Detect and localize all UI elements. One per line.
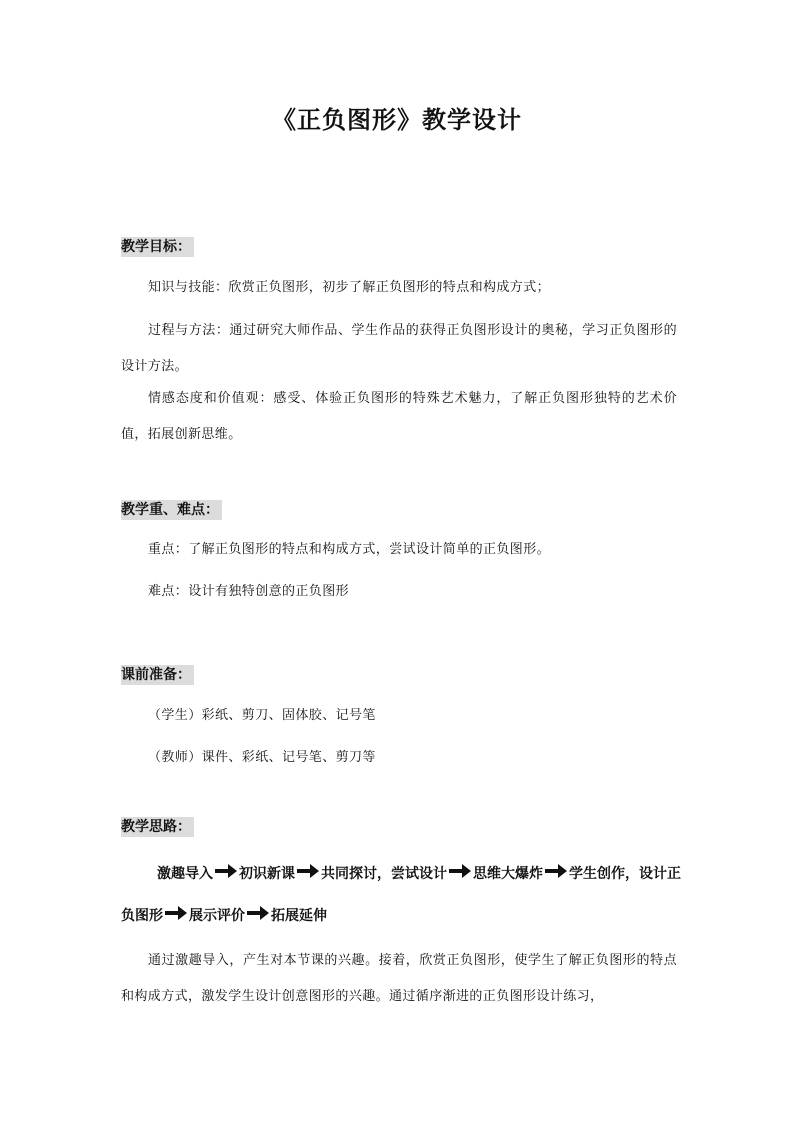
goal-knowledge-skill: 知识与技能：欣赏正负图形，初步了解正负图形的特点和构成方式； (148, 280, 551, 295)
key-point: 重点：了解正负图形的特点和构成方式，尝试设计简单的正负图形。 (148, 542, 551, 557)
flow-step: 学生创作，设计正负图形 (121, 866, 681, 924)
flow-step: 展示评价 (189, 908, 245, 924)
section-heading-preparation: 课前准备： (121, 665, 194, 685)
section-heading-key-points: 教学重、难点： (121, 500, 222, 520)
right-arrow-icon (448, 862, 472, 880)
goal-emotion-values: 情感态度和价值观：感受、体验正负图形的特殊艺术魅力，了解正负图形独特的艺术价值，拓展创新思维。 (121, 391, 677, 442)
teaching-flow (121, 853, 681, 937)
goal-process-method: 过程与方法：通过研究大师作品、学生作品的获得正负图形设计的奥秘，学习正负图形的设计方法。 (121, 323, 677, 374)
right-arrow-icon (246, 904, 270, 922)
flow-step: 共同探讨，尝试设计 (321, 866, 447, 882)
difficult-point: 难点：设计有独特创意的正负图形 (148, 584, 350, 599)
right-arrow-icon (164, 904, 188, 922)
approach-paragraph: 通过激趣导入，产生对本节课的兴趣。接着，欣赏正负图形，使学生了解正负图形的特点和构成方式，激发学生设计创意图形的兴趣。通过循序渐进的正负图形设计练习， (121, 953, 677, 1004)
right-arrow-icon (296, 862, 320, 880)
flow-step: 思维大爆炸 (473, 866, 543, 882)
document-title: 《正负图形》教学设计 (272, 105, 522, 134)
flow-step: 拓展延伸 (271, 908, 327, 924)
right-arrow-icon (214, 862, 238, 880)
prep-teacher: （教师）课件、彩纸、记号笔、剪刀等 (148, 750, 376, 765)
section-heading-approach: 教学思路： (121, 817, 194, 837)
section-heading-goals: 教学目标： (121, 237, 194, 257)
flow-step: 激趣导入 (157, 866, 213, 882)
prep-students: （学生）彩纸、剪刀、固体胶、记号笔 (148, 708, 376, 723)
flow-step: 初识新课 (239, 866, 295, 882)
right-arrow-icon (544, 862, 568, 880)
